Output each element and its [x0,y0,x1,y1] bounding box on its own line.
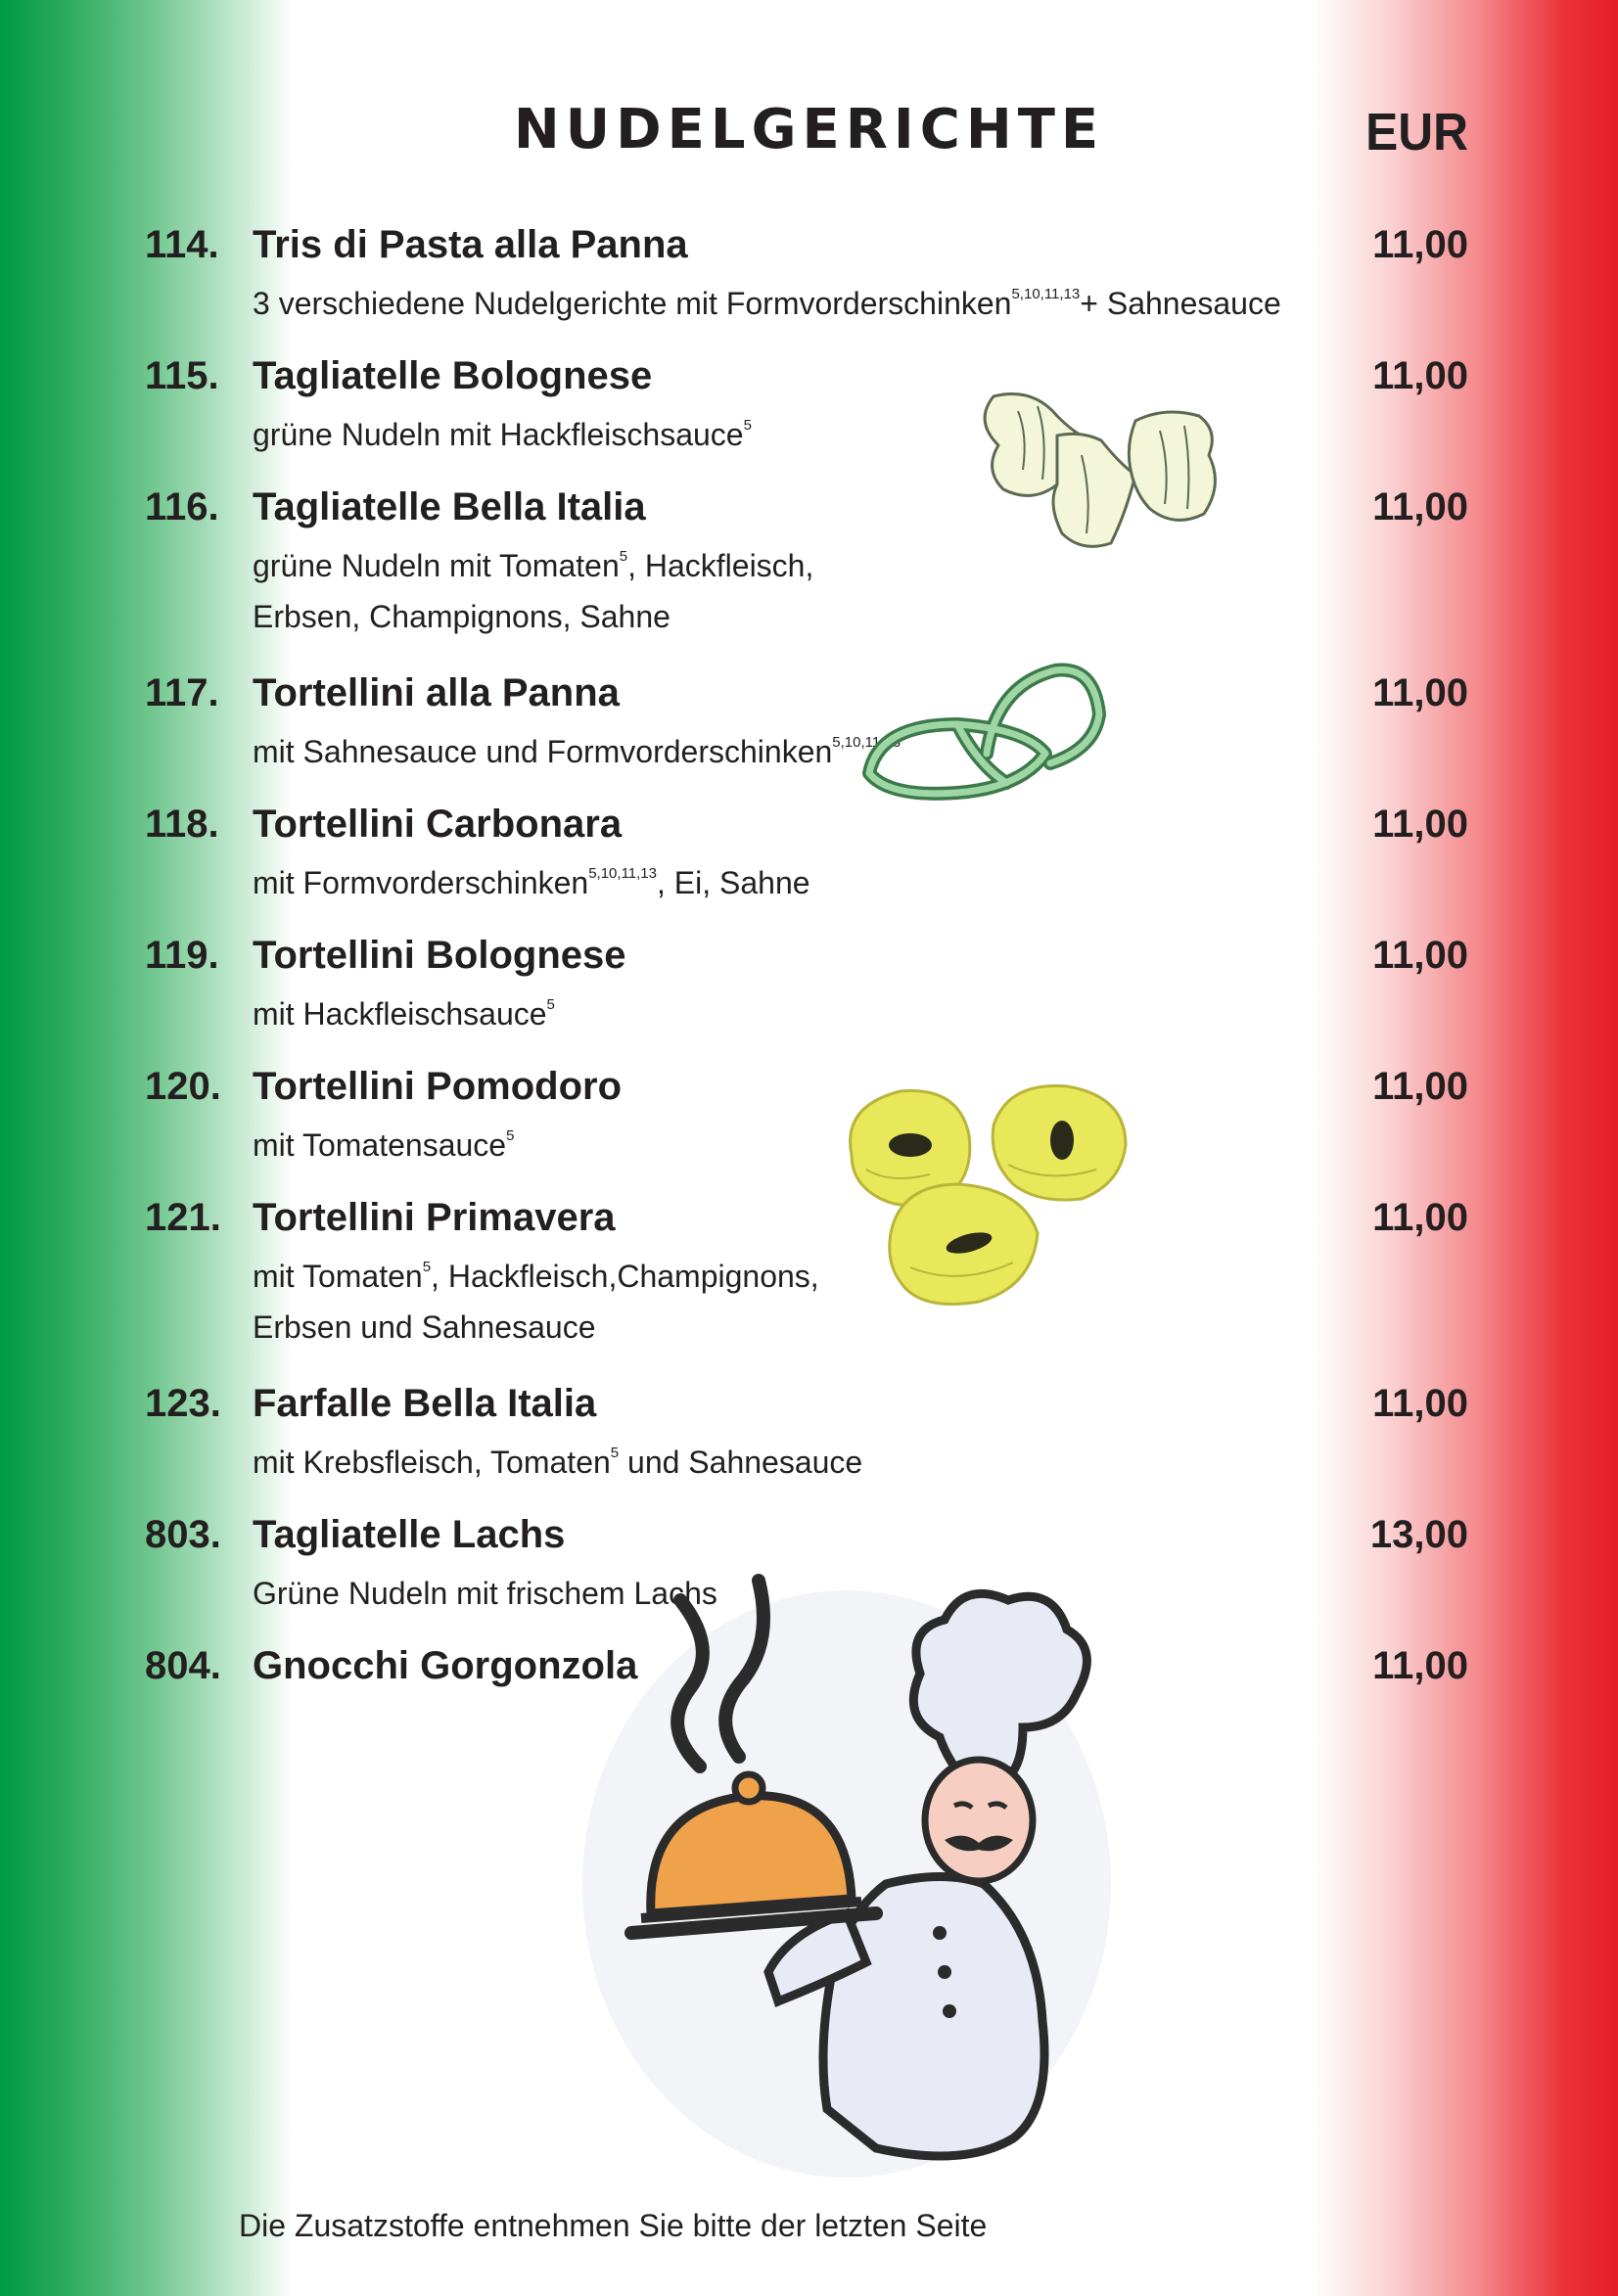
item-price: 11,00 [1372,671,1468,714]
additive-footnote: 5 [546,996,555,1013]
item-number: 123. [145,1382,221,1425]
description-text: grüne Nudeln mit Hackfleischsauce [253,417,744,452]
description-line [253,1251,819,1302]
item-description [253,1120,514,1171]
additive-footnote: 5,10,11,13 [588,865,657,882]
item-name: Tortellini Carbonara [253,803,623,846]
description-text: und Sahnesauce [619,1445,863,1480]
item-number: 117. [145,671,219,714]
item-number: 121. [145,1196,221,1239]
additives-note: Die Zusatzstoffe entnehmen Sie bitte der letzten Seite [239,2208,988,2243]
item-name: Tris di Pasta alla Panna [253,223,688,266]
description-text: , Hackfleisch,Champignons, [431,1259,819,1294]
item-name: Tortellini Primavera [253,1196,616,1239]
additive-footnote: 5 [610,1445,620,1461]
item-description [253,988,555,1039]
description-line [253,1302,819,1353]
farfalle-illustration [964,377,1228,573]
item-price: 11,00 [1372,934,1468,977]
additive-footnote: 5 [743,417,752,434]
description-line [253,1120,514,1171]
currency-header: EUR [1365,103,1468,161]
description-text: Erbsen, Champignons, Sahne [253,599,670,634]
additive-footnote: 5,10,11,13 [832,734,901,751]
item-number: 118. [145,803,219,846]
additive-footnote: 5 [506,1127,515,1144]
description-text: mit Hackfleischsauce [253,996,547,1032]
item-name: Tagliatelle Bella Italia [253,485,646,528]
item-price: 11,00 [1372,1382,1468,1425]
description-text: mit Formvorderschinken [253,865,589,900]
chef-illustration [553,1561,1121,2187]
item-number: 803. [145,1513,221,1556]
item-name: Tortellini Bolognese [253,934,626,977]
description-text: Erbsen und Sahnesauce [253,1309,596,1345]
description-text: mit Tomaten [253,1259,423,1294]
description-text: Grüne Nudeln mit frischem Lachs [253,1576,717,1611]
item-description [253,278,1281,329]
item-name: Tortellini Pomodoro [253,1065,623,1108]
additive-footnote: 5,10,11,13 [1011,286,1081,302]
item-description [253,409,752,460]
tortellini-illustration [832,1077,1145,1321]
additive-footnote: 5 [422,1259,432,1275]
item-number: 804. [145,1644,221,1687]
description-text: mit Tomatensauce [253,1127,507,1163]
item-price: 11,00 [1372,485,1468,528]
description-line [253,409,752,460]
item-number: 114. [145,223,219,266]
description-text: , Hackfleisch, [627,548,814,583]
description-text: mit Krebsfleisch, Tomaten [253,1445,611,1480]
description-line [253,726,901,777]
item-price: 11,00 [1372,354,1468,397]
item-description [253,726,901,777]
item-description [253,857,810,908]
item-name: Farfalle Bella Italia [253,1382,597,1425]
item-price: 11,00 [1372,1644,1468,1687]
item-name: Tortellini alla Panna [253,671,620,714]
description-text: + Sahnesauce [1080,286,1281,321]
item-name: Gnocchi Gorgonzola [253,1644,638,1687]
additive-footnote: 5 [619,548,628,565]
description-line [253,540,813,591]
item-number: 115. [145,354,219,397]
item-description [253,1251,819,1353]
item-number: 120. [145,1065,221,1108]
item-description [253,1437,862,1488]
description-line [253,278,1281,329]
item-price: 11,00 [1372,223,1468,266]
item-name: Tagliatelle Bolognese [253,354,653,397]
item-price: 11,00 [1372,803,1468,846]
item-name: Tagliatelle Lachs [253,1513,566,1556]
item-price: 13,00 [1369,1513,1468,1556]
tagliatelle-illustration [850,656,1114,822]
page-title: NUDELGERICHTE [513,98,1105,161]
description-text: grüne Nudeln mit Tomaten [253,548,620,583]
description-line [253,857,810,908]
item-number: 116. [145,485,219,528]
item-number: 119. [145,934,219,977]
description-line [253,1437,862,1488]
description-text: mit Sahnesauce und Formvorderschinken [253,734,833,769]
description-text: , Ei, Sahne [657,865,810,900]
description-line [253,591,813,642]
description-line [253,988,555,1039]
description-text: 3 verschiedene Nudelgerichte mit Formvorderschinken [253,286,1012,321]
item-price: 11,00 [1372,1196,1468,1239]
item-price: 11,00 [1372,1065,1468,1108]
item-description [253,540,813,642]
